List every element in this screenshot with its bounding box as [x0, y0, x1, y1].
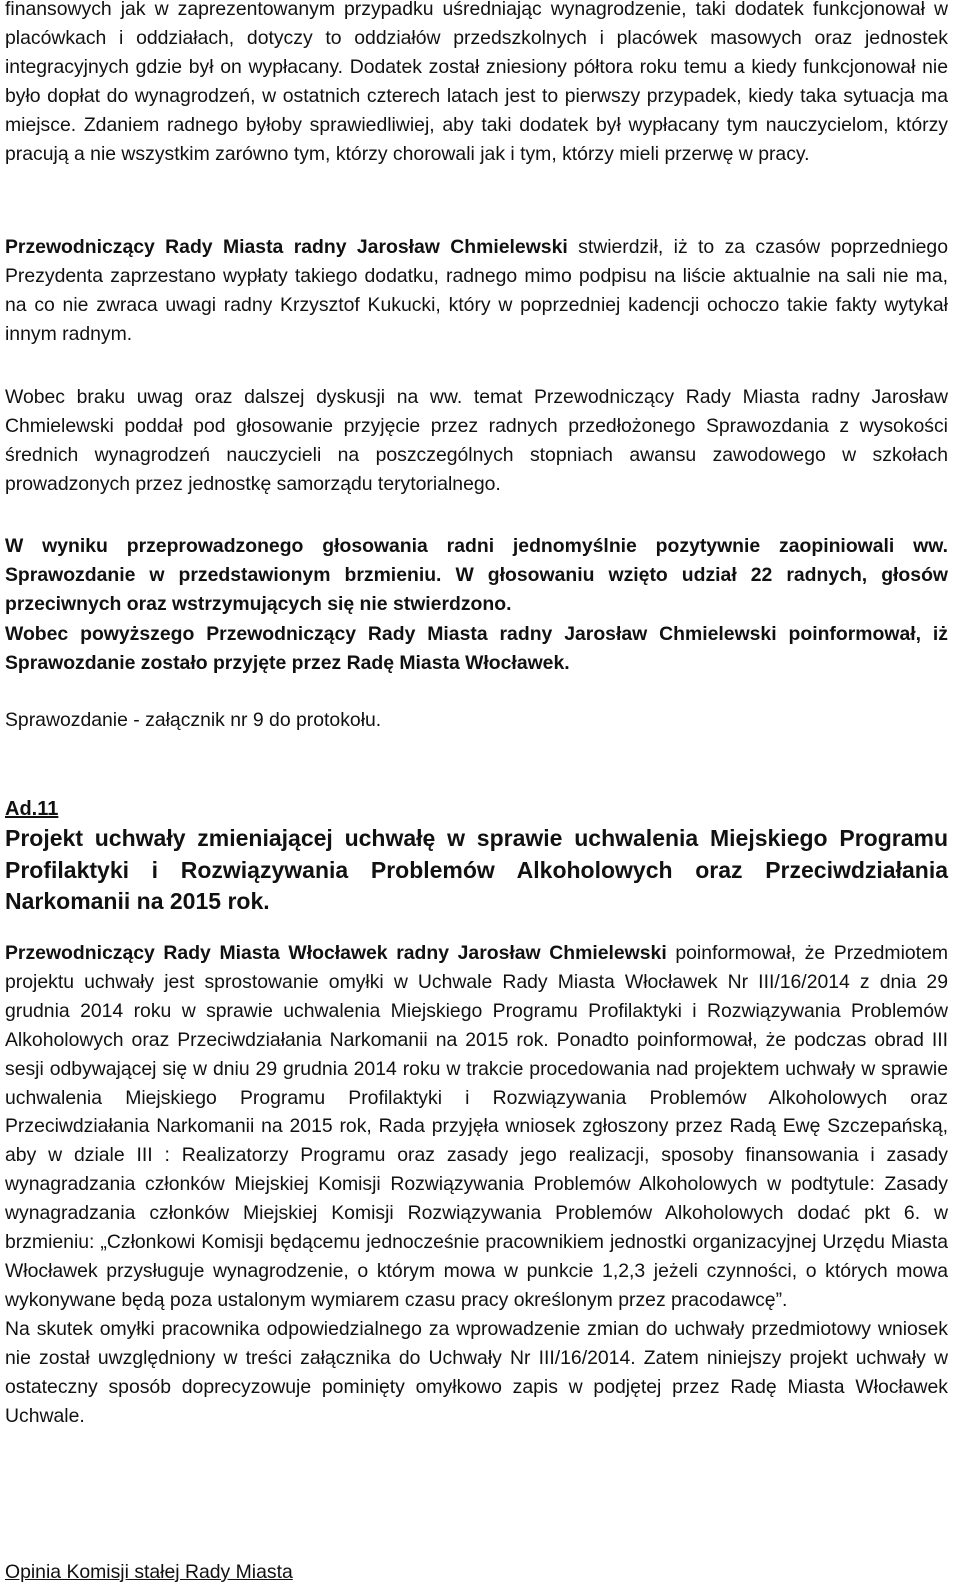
- paragraph-vote-call: Wobec braku uwag oraz dalszej dyskusji na ww. temat Przewodniczący Rady Miasta radny Jarosław Chmielewski poddał pod głosowanie przyjęcie przez radnych przedłożonego Sprawozdania z wysokości średnich wynagrodzeń nauczycieli na poszczególnych stopniach awansu zawodowego w szkołach prowadzonych przez jednostkę samorządu terytorialnego.: [5, 386, 948, 495]
- paragraph-attachment-note: Sprawozdanie - załącznik nr 9 do protokołu.: [5, 709, 382, 731]
- paragraph-text: stwierdził, iż to za czasów poprzedniego Prezydenta zaprzestano wypłaty takiego dodatku, radnego mimo podpisu na liście aktualnie na sali nie ma, na co nie zwraca uwagi radny Krzysztof Kukucki, który w poprzedniej kadencji ochoczo takie fakty wytykał innym radnym.: [5, 236, 948, 345]
- paragraph-text: poinformował, że Przedmiotem projektu uchwały jest sprostowanie omyłki w Uchwale Rady Miasta Włocławek Nr III/16/2014 z dnia 29 grudnia 2014 roku w sprawie uchwalenia Miejskiego Programu Profilaktyki i Rozwiązywania Problemów Alkoholowych oraz Przeciwdziałania Narkomanii na 2015 rok. Ponadto poinformował, że podczas obrad III sesji odbywającej się w dniu 29 grudnia 2014 roku w trakcie procedowania nad projektem uchwały w sprawie uchwalenia Miejskiego Programu Profilaktyki i Rozwiązywania Problemów Alkoholowych oraz Przeciwdziałania Narkomanii na 2015 rok, Rada przyjęła wniosek zgłoszony przez Radą Ewę Szczepańską, aby w dziale III : Realizatorzy Programu oraz zasady jego realizacji, sposoby finansowania i zasady wynagradzania członków Miejskiej Komisji Rozwiązywania Problemów Alkoholowych w podtytule: Zasady wynagradzania członków Miejskiej Komisji Rozwiązywania Problemów Alkoholowych dodać pkt 6. w brzmieniu: „Członkowi Komisji będącemu jednocześnie pracownikiem jednostki organizacyjnej Urzędu Miasta Włocławek przysługuje wynagrodzenie, o którym mowa w punkcie 1,2,3 jeżeli czynności, o których mowa wykonywane będą poza ustalonym wymiarem czasu pracy określonym przez pracodawcę”.: [5, 942, 949, 1311]
- paragraph-teacher-bonus: finansowych jak w zaprezentowanym przypadku uśredniając wynagrodzenie, taki dodatek funkcjonował w placówkach i oddziałach, dotyczy to oddziałów przedszkolnych i placówek masowych oraz jednostek integracyjnych gdzie był on wypłacany. Dodatek został zniesiony półtora roku temu a kiedy funkcjonował nie było dopłat do wynagrodzeń, w ostatnich czterech latach jest to pierwszy przypadek, kiedy taka sytuacja ma miejsce. Zdaniem radnego byłoby sprawiedliwiej, aby taki dodatek był wypłacany tym nauczycielom, którzy pracują a nie wszystkim zarówno tym, którzy chorowali jak i tym, którzy mieli przerwę w pracy.: [5, 0, 948, 165]
- paragraph-clerical-error: Na skutek omyłki pracownika odpowiedzialnego za wprowadzenie zmian do uchwały przedmiotowy wniosek nie został uwzględniony w treści załącznika do Uchwały Nr III/16/2014. Zatem niniejszy projekt uchwały w ostateczny sposób doprecyzowuje pominięty omyłkowo zapis w podjętej przez Radę Miasta Włocławek Uchwale.: [5, 1317, 948, 1427]
- paragraph-report-adopted: Wobec powyższego Przewodniczący Rady Miasta radny Jarosław Chmielewski poinformował, iż Sprawozdanie zostało przyjęte przez Radę Miasta Włocławek.: [5, 623, 948, 674]
- paragraph-chairman-statement: [5, 233, 948, 349]
- section-number: Ad.11: [5, 798, 59, 820]
- speaker-name: Przewodniczący Rady Miasta Włocławek radny Jarosław Chmielewski: [5, 942, 667, 964]
- speaker-name: Przewodniczący Rady Miasta radny Jarosław Chmielewski: [5, 236, 568, 258]
- section-body: [5, 939, 948, 1430]
- paragraph-resolution-subject: [5, 939, 948, 1315]
- paragraph-vote-result: W wyniku przeprowadzonego głosowania radni jednomyślnie pozytywnie zaopiniowali ww. Sprawozdanie w przedstawionym brzmieniu. W głosowaniu wzięto udział 22 radnych, głosów przeciwnych oraz wstrzymujących się nie stwierdzono.: [5, 535, 948, 615]
- section-title: Projekt uchwały zmieniającej uchwałę w sprawie uchwalenia Miejskiego Programu Profilaktyki i Rozwiązywania Problemów Alkoholowych oraz Przeciwdziałania Narkomanii na 2015 rok.: [5, 825, 948, 914]
- subheading-commission-opinion: Opinia Komisji stałej Rady Miasta: [5, 1561, 293, 1583]
